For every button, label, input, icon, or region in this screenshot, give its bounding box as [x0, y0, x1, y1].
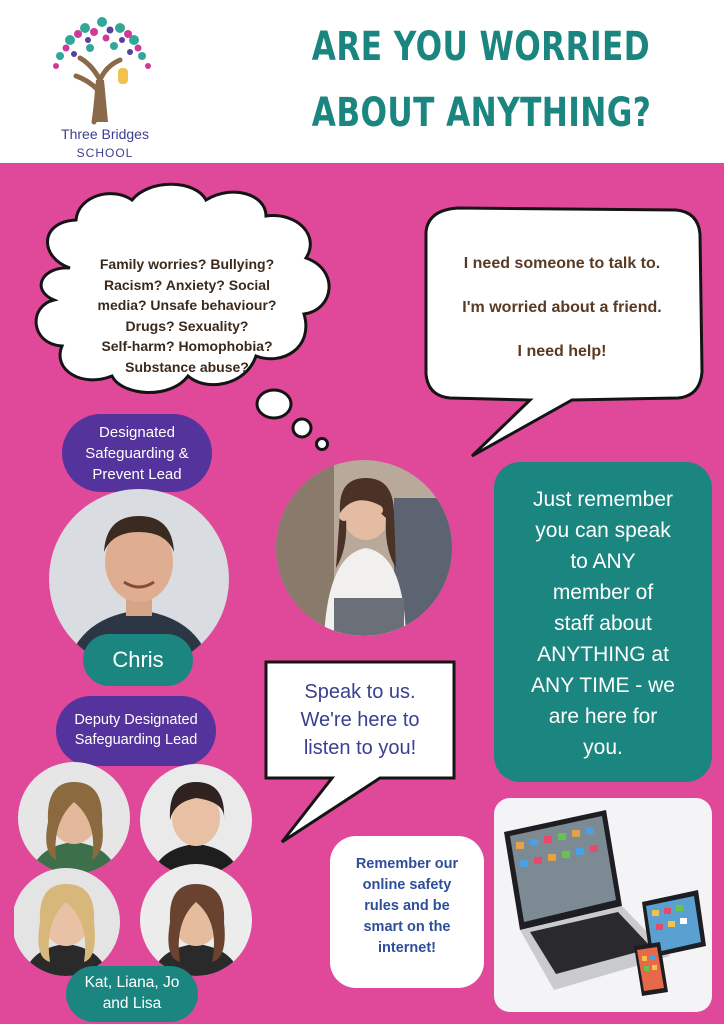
lead-role-badge: [62, 414, 212, 492]
deputy-names-badge: [66, 966, 198, 1022]
online-line: online safety: [362, 877, 452, 893]
thought-line: media? Unsafe behaviour?: [97, 297, 277, 313]
thought-line: Family worries? Bullying?: [99, 256, 275, 272]
title-line-2: ABOUT ANYTHING?: [311, 90, 652, 136]
deputy-photo-3: [14, 862, 124, 982]
speech-text: [428, 253, 696, 385]
speak-line: Speak to us.: [304, 681, 416, 703]
reminder-line: member of: [552, 581, 654, 604]
thought-text: [72, 254, 302, 377]
online-line: internet!: [378, 940, 436, 956]
reminder-line: ANY TIME - we: [531, 674, 675, 697]
school-name: Three Bridges: [61, 126, 149, 142]
reminder-line: to ANY: [570, 550, 636, 573]
laptop-tablet-phone-icon: [494, 798, 712, 1012]
role-line: Prevent Lead: [92, 466, 182, 483]
thought-line: Drugs? Sexuality?: [125, 317, 249, 334]
deputy-photo-1: [14, 762, 134, 882]
speak-text: [270, 678, 450, 762]
school-logo: [30, 10, 150, 160]
devices-image: [494, 798, 712, 1012]
reminder-line: are here for: [548, 705, 658, 728]
reminder-line: ANYTHING at: [537, 643, 669, 666]
reminder-line: you can speak: [535, 519, 671, 542]
deputy-photo-4: [134, 862, 264, 982]
reminder-box: [494, 462, 712, 782]
thought-line: Substance abuse?: [125, 358, 249, 375]
lead-name-badge: Chris: [83, 634, 193, 686]
speech-line: I need help!: [517, 343, 607, 360]
reminder-line: staff about: [554, 612, 652, 635]
thought-line: Self-harm? Homophobia?: [101, 338, 273, 354]
title-line-1: ARE YOU WORRIED: [311, 24, 651, 70]
deputy-photo-2: [134, 762, 264, 882]
thought-line: Racism? Anxiety? Social: [104, 276, 270, 293]
school-sub: SCHOOL: [76, 146, 134, 160]
speech-line: I'm worried about a friend.: [462, 299, 662, 316]
speak-line: listen to you!: [303, 737, 417, 759]
speech-line: I need someone to talk to.: [463, 255, 661, 272]
online-line: smart on the: [363, 919, 451, 935]
names-line: Kat, Liana, Jo: [84, 974, 180, 991]
reminder-line: Just remember: [532, 488, 674, 511]
role-line: Safeguarding &: [85, 445, 189, 462]
speak-line: We're here to: [300, 709, 420, 731]
role-line: Designated: [99, 424, 175, 441]
worried-person-photo: [274, 458, 454, 638]
online-safety-box: [330, 836, 484, 988]
online-line: Remember our: [355, 856, 459, 872]
online-line: rules and be: [364, 898, 450, 914]
names-line: and Lisa: [102, 995, 162, 1012]
tree-icon: [30, 10, 180, 125]
header: [0, 0, 724, 163]
reminder-line: you.: [583, 736, 623, 759]
role-line: Safeguarding Lead: [74, 732, 198, 748]
page-title: [311, 14, 652, 146]
role-line: Deputy Designated: [74, 712, 198, 728]
deputy-photos: [14, 762, 264, 982]
deputy-role-badge: [56, 696, 216, 766]
